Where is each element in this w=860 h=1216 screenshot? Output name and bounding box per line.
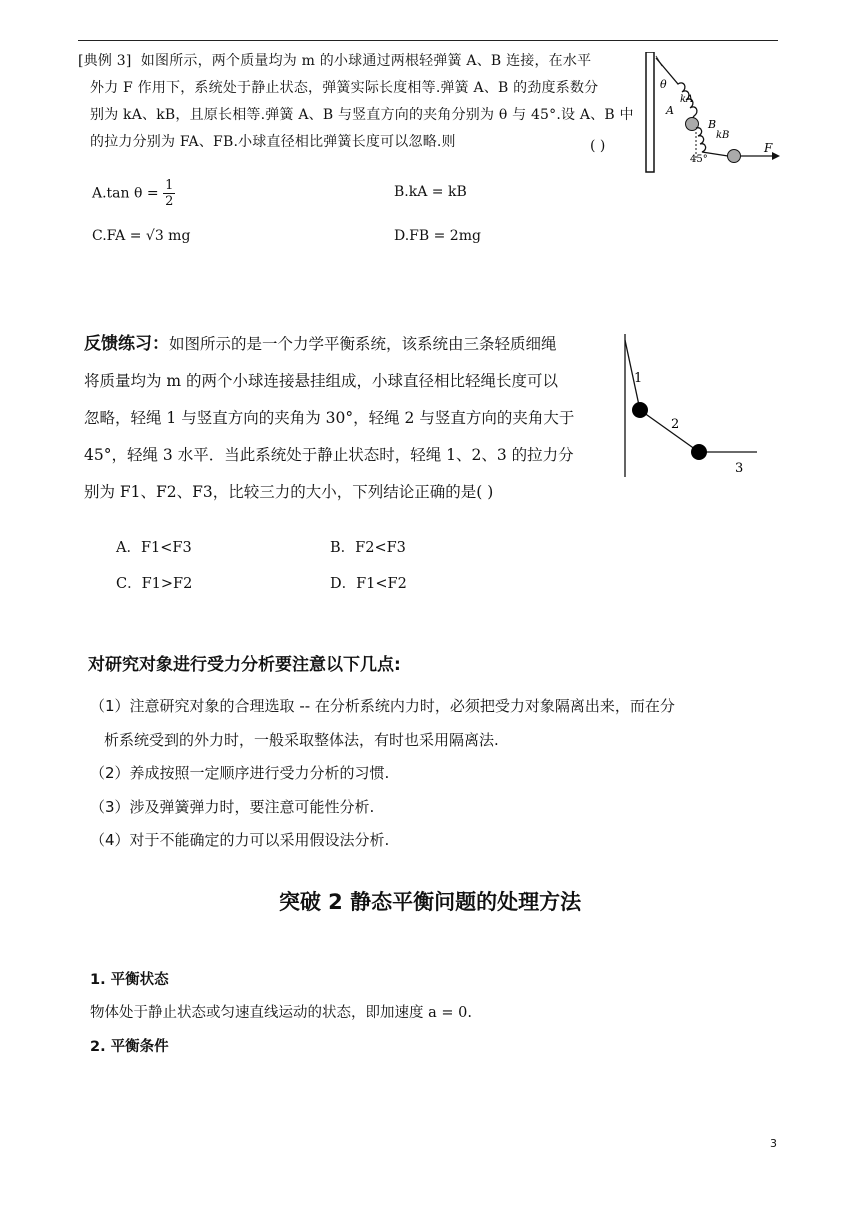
section-title: 突破 2 静态平衡问题的处理方法: [278, 890, 582, 914]
theta-label: θ: [660, 78, 667, 91]
force-label: F: [764, 141, 773, 155]
b-label: B: [708, 118, 717, 131]
ball-b: [728, 150, 741, 163]
note-1-cont: 析系统受到的外力时，一般采取整体法，有时也采用隔离法.: [104, 730, 499, 749]
notes-list: [90, 690, 790, 858]
option-b: B.kA = kB: [394, 184, 467, 200]
rope-3-label: 3: [735, 461, 744, 476]
example-tag: [典例 3]: [78, 53, 132, 69]
example-line-2: 外力 F 作用下，系统处于静止状态，弹簧实际长度相等.弹簧 A、B 的劲度系数分: [90, 80, 599, 96]
example-3-text: [78, 48, 648, 156]
ball-2: [691, 444, 707, 460]
rope-2-label: 2: [671, 417, 680, 432]
wall: [646, 52, 654, 172]
fraction-numerator: 1: [165, 178, 174, 193]
note-3: （3）涉及弹簧弹力时，要注意可能性分析.: [90, 797, 375, 816]
option-a: [92, 178, 175, 209]
feedback-option-c: C．F1>F2: [116, 576, 193, 592]
note-2: （2）养成按照一定顺序进行受力分析的习惯.: [90, 764, 390, 782]
feedback-line-1: 如图所示的是一个力学平衡系统，该系统由三条轻质细绳: [169, 335, 557, 353]
ball-a: [686, 118, 699, 131]
rope-2: [640, 410, 699, 452]
notes-title: 对研究对象进行受力分析要注意以下几点:: [88, 655, 401, 675]
option-a-prefix: A.tan θ =: [92, 185, 159, 202]
angle-45-label: 45°: [690, 154, 708, 165]
note-4: （4）对于不能确定的力可以采用假设法分析.: [90, 831, 390, 849]
feedback-line-4: 45°，轻绳 3 水平．当此系统处于静止状态时，轻绳 1、2、3 的拉力分: [84, 446, 574, 464]
rope-1-label: 1: [634, 371, 643, 386]
subheading-1: 1. 平衡状态: [90, 972, 169, 988]
feedback-line-3: 忽略，轻绳 1 与竖直方向的夹角为 30°，轻绳 2 与竖直方向的夹角大于: [84, 409, 575, 427]
fraction-denominator: 2: [165, 194, 174, 209]
option-d: D.FB = 2mg: [394, 228, 481, 244]
page-number: 3: [770, 1137, 777, 1150]
feedback-practice: [84, 326, 614, 511]
kb-label: kB: [716, 130, 730, 141]
example-line-3: 别为 kA、kB，且原长相等.弹簧 A、B 与竖直方向的夹角分别为 θ 与 45°.设 A、B 中: [90, 107, 634, 123]
header-rule: [78, 40, 778, 41]
a-label: A: [666, 104, 674, 117]
example-line-1: 如图所示，两个质量均为 m 的小球通过两根轻弹簧 A、B 连接，在水平: [140, 53, 592, 69]
option-c: C.FA = √3 mg: [92, 228, 191, 244]
feedback-option-b: B．F2<F3: [330, 540, 406, 556]
answer-paren: ( ): [590, 138, 606, 154]
subheading-2: 2. 平衡条件: [90, 1039, 169, 1055]
fraction: [163, 178, 175, 209]
example-line-4: 的拉力分别为 FA、FB.小球直径相比弹簧长度可以忽略.则: [90, 134, 456, 150]
force-arrow-head: [772, 152, 780, 160]
rope-figure: [615, 332, 765, 482]
feedback-label: 反馈练习：: [84, 334, 169, 354]
feedback-option-d: D．F1<F2: [330, 576, 407, 592]
spring-figure: [640, 52, 790, 177]
feedback-line-5: 别为 F1、F2、F3，比较三力的大小，下列结论正确的是( ): [84, 483, 494, 501]
ka-label: kA: [680, 94, 694, 105]
note-1: （1）注意研究对象的合理选取 -- 在分析系统内力时，必须把受力对象隔离出来，而在分: [90, 697, 675, 715]
ball-1: [632, 402, 648, 418]
feedback-line-2: 将质量均为 m 的两个小球连接悬挂组成，小球直径相比轻绳长度可以: [84, 372, 559, 390]
feedback-option-a: A．F1<F3: [116, 540, 192, 556]
body-text-1: 物体处于静止状态或匀速直线运动的状态，即加速度 a = 0.: [90, 1005, 472, 1021]
